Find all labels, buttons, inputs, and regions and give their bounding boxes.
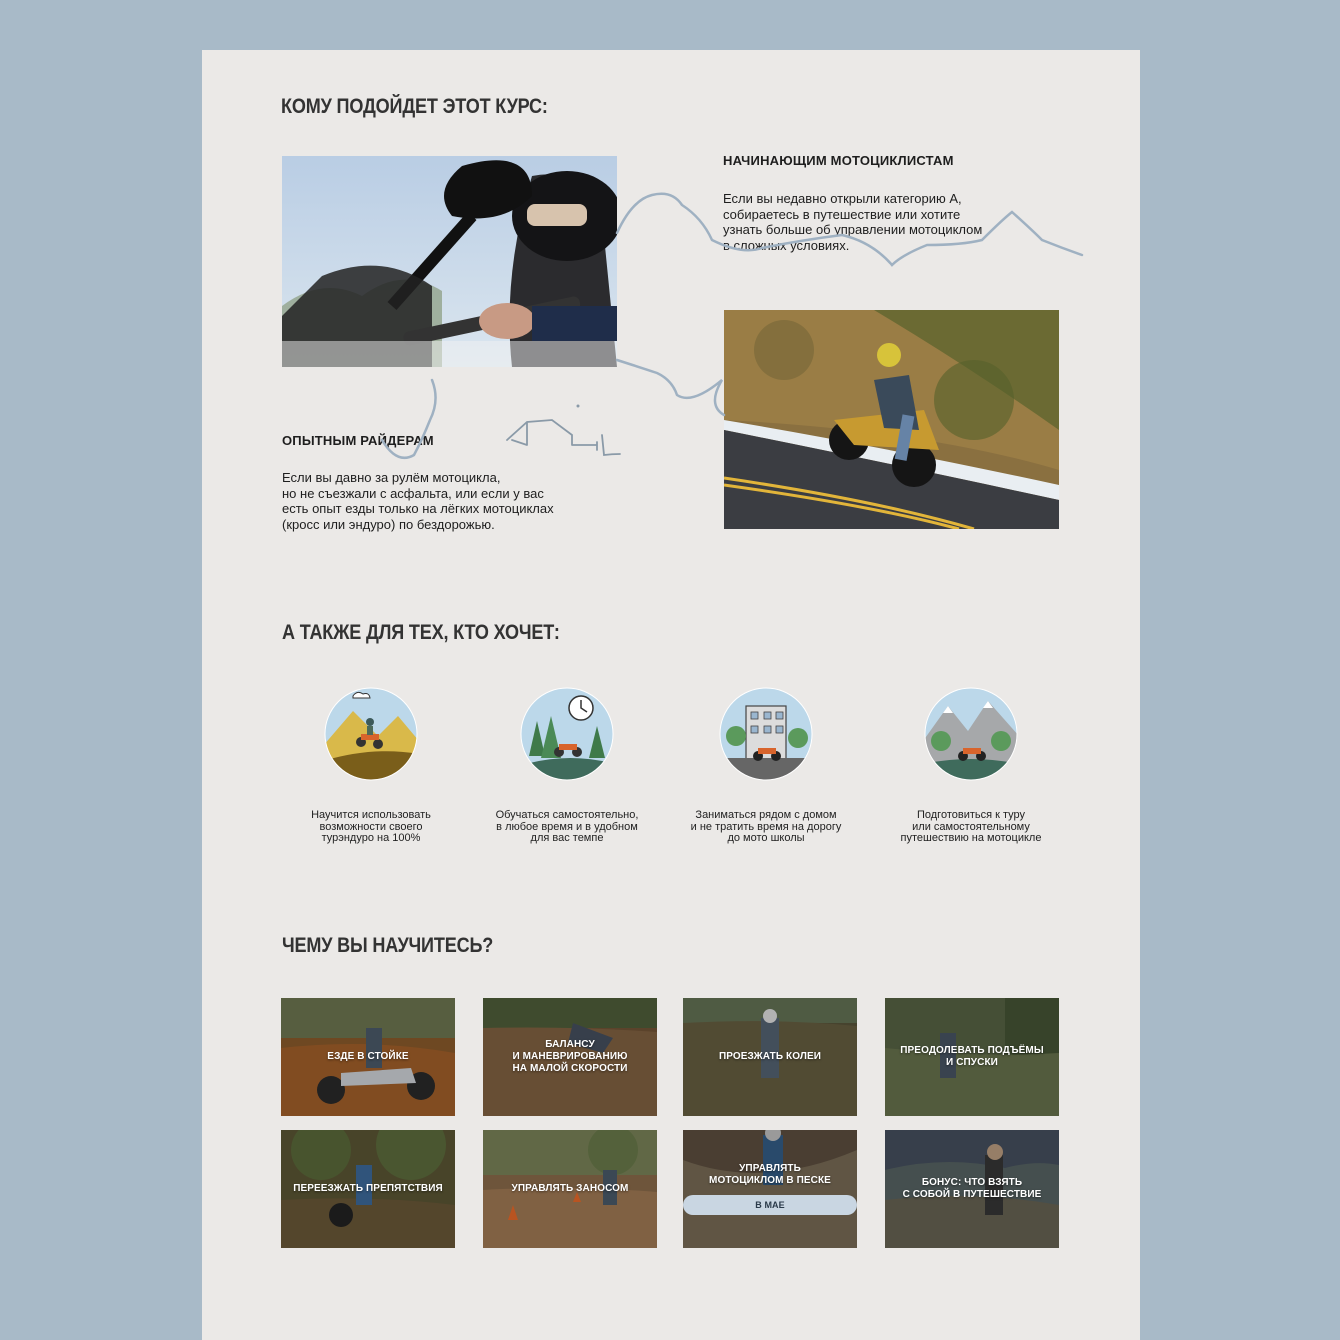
- landing-section: [202, 50, 1140, 1340]
- lesson-card[interactable]: ЕЗДЕ В СТОЙКЕ: [281, 998, 455, 1116]
- learn-heading: ЧЕМУ ВЫ НАУЧИТЕСЬ?: [282, 934, 494, 957]
- beginners-title: НАЧИНАЮЩИМ МОТОЦИКЛИСТАМ: [723, 153, 954, 168]
- forest-clock-icon: [519, 686, 615, 782]
- feature-item: Обучаться самостоятельно, в любое время и в удобном для вас темпе: [477, 686, 657, 845]
- city-building-icon: [718, 686, 814, 782]
- lesson-card[interactable]: ПРОЕЗЖАТЬ КОЛЕИ: [683, 998, 857, 1116]
- audience-heading: КОМУ ПОДОЙДЕТ ЭТОТ КУРС:: [281, 95, 548, 118]
- desert-hills-icon: [323, 686, 419, 782]
- experienced-title: ОПЫТНЫМ РАЙДЕРАМ: [282, 433, 434, 448]
- feature-item: Заниматься рядом с домом и не тратить время на дорогу до мото школы: [676, 686, 856, 845]
- rider-closeup-photo: [282, 156, 617, 367]
- lesson-card[interactable]: БАЛАНСУ И МАНЕВРИРОВАНИЮ НА МАЛОЙ СКОРОСТИ: [483, 998, 657, 1116]
- mountain-trees-icon: [923, 686, 1019, 782]
- lesson-card[interactable]: ПЕРЕЕЗЖАТЬ ПРЕПЯТСТВИЯ: [281, 1130, 455, 1248]
- lesson-card[interactable]: УПРАВЛЯТЬ ЗАНОСОМ: [483, 1130, 657, 1248]
- lesson-card[interactable]: БОНУС: ЧТО ВЗЯТЬ С СОБОЙ В ПУТЕШЕСТВИЕ: [885, 1130, 1059, 1248]
- feature-item: Подготовиться к туру или самостоятельному путешествию на мотоцикле: [881, 686, 1061, 845]
- also-heading: А ТАКЖЕ ДЛЯ ТЕХ, КТО ХОЧЕТ:: [282, 621, 560, 644]
- may-badge: В МАЕ: [683, 1195, 857, 1215]
- road-rider-photo: [724, 310, 1059, 529]
- lesson-card[interactable]: УПРАВЛЯТЬ МОТОЦИКЛОМ В ПЕСКЕ В МАЕ: [683, 1130, 857, 1248]
- lesson-card[interactable]: ПРЕОДОЛЕВАТЬ ПОДЪЁМЫ И СПУСКИ: [885, 998, 1059, 1116]
- beginners-description: Если вы недавно открыли категорию А, собираетесь в путешествие или хотите узнать больше об управлении мотоциклом в сложных условиях.: [723, 191, 983, 253]
- experienced-description: Если вы давно за рулём мотоцикла, но не съезжали с асфальта, или если у вас есть опыт езды только на лёгких мотоциклах (кросс или эндуро) по бездорожью.: [282, 470, 554, 532]
- feature-item: Научится использовать возможности своего турэндуро на 100%: [281, 686, 461, 845]
